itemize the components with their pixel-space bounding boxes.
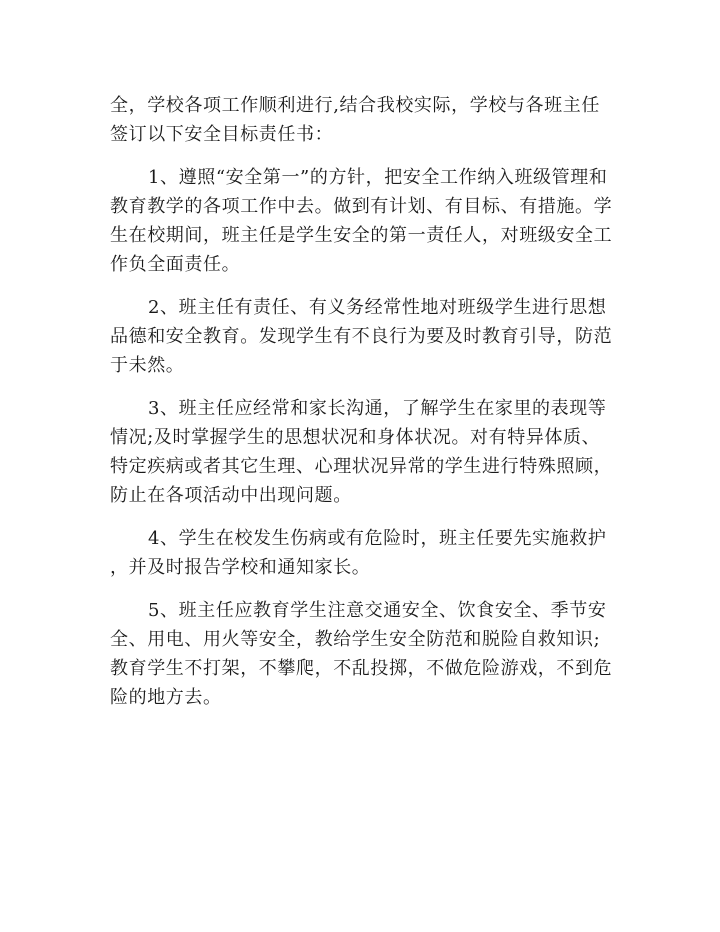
text-line: 情况;及时掌握学生的思想状况和身体状况。对有特异体质、 [110,427,601,448]
text-line: 险的地方去。 [110,687,222,708]
text-line: 全、用电、用火等安全，教给学生安全防范和脱险自救知识; [110,629,601,650]
intro-paragraph [110,91,610,149]
text-line: 1、遵照“安全第一”的方针，把安全工作纳入班级管理和 [148,167,608,188]
clause-5 [110,596,613,712]
text-line: 全，学校各项工作顺利进行,结合我校实际，学校与各班主任 [110,95,600,116]
text-line: 防止在各项活动中出现问题。 [110,485,352,506]
text-line: 于未然。 [110,355,185,376]
text-line: 品德和安全教育。发现学生有不良行为要及时教育引导，防范 [110,326,613,347]
text-line: 5、班主任应教育学生注意交通安全、饮食安全、季节安 [148,600,607,621]
text-line: 教育教学的各项工作中去。做到有计划、有目标、有措施。学 [110,196,613,217]
text-line: 生在校期间，班主任是学生安全的第一责任人，对班级安全工 [110,225,613,246]
text-line: 3、班主任应经常和家长沟通，了解学生在家里的表现等 [148,398,607,419]
document-body [110,91,613,712]
clause-1 [110,163,613,279]
text-line: 特定疾病或者其它生理、心理状况异常的学生进行特殊照顾， [110,456,613,477]
clause-2 [110,293,613,380]
text-line: 2、班主任有责任、有义务经常性地对班级学生进行思想 [148,297,607,318]
text-line: 签订以下安全目标责任书： [110,124,334,145]
text-line: 作负全面责任。 [110,254,241,275]
text-line: 教育学生不打架，不攀爬，不乱投掷，不做危险游戏，不到危 [110,658,613,679]
clause-3 [110,394,613,510]
text-line: ，并及时报告学校和通知家长。 [110,557,371,578]
clause-4 [110,524,610,582]
text-line: 4、学生在校发生伤病或有危险时，班主任要先实施救护 [148,528,607,549]
